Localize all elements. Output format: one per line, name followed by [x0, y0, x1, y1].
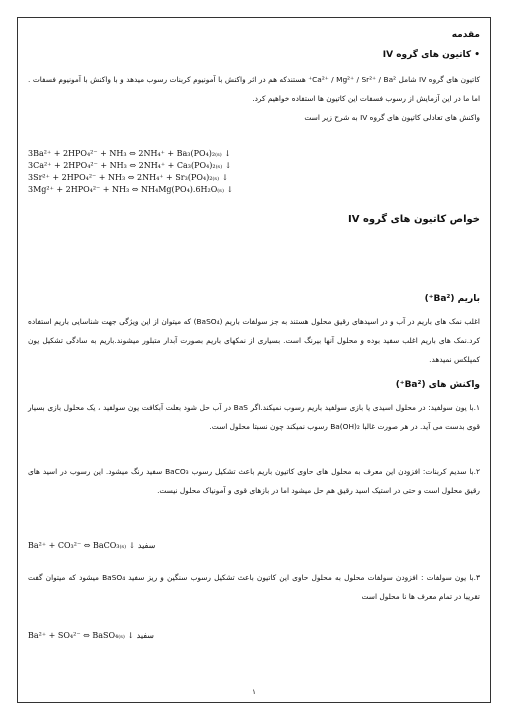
barium-section — [28, 294, 480, 304]
barium-paragraph: اغلب نمک های باریم در آب و در اسیدهای رقیق محلول هستند به جز سولفات باریم (BaSO₄) که میتوان از این ویژگی جهت شناسایی باریم استفاده کرد.نمک های باریم اغلب سفید بوده و محلول آنها بیرنگ است. بسیاری از نمکهای باریم بصورت آبدار متبلور میشوند.باریم به سادگی تشکیل یون کمپلکس نمیدهد. — [28, 317, 480, 364]
reactions-section — [28, 380, 480, 390]
reaction-carbonate: ۲.با سدیم کربنات: افزودن این معرف به محلول های حاوی کاتیون باریم باعث تشکیل رسوب BaCO₃ سفید رنگ میشود. این رسوب در اسید های رقیق محلول است و حتی در استیک اسید رقیق هم حل میشود اما در بازهای قوی و آمونیاک محلول نیست. — [28, 467, 480, 495]
reaction-carbonate-block — [28, 462, 480, 500]
intro-paragraph-block — [28, 70, 480, 127]
properties-heading: خواص کاتیون های گروه IV — [348, 214, 480, 225]
reaction-sulfate: ۳.با یون سولفات : افزودن سولفات محلول به محلول حاوی این کاتیون باعث تشکیل رسوب سنگین و ریز سفید BaSO₄ میشود که میتوان گفت تقریبا در تمام معرف ها نا محلول است — [28, 573, 480, 601]
equation-strontium: 3Sr²⁺ + 2HPO₄²⁻ + NH₃ ⇔ 2NH₄⁺ + Sr₃(PO₄)₂₍ₛ₎ ↓ — [28, 173, 229, 182]
reaction-sulfide-block — [28, 398, 480, 436]
intro-paragraph-1: کاتیون های گروه IV شامل Ca²⁺ / Mg²⁺ / Sr²⁺ / Ba²⁺ هستندکه هم در اثر واکنش با آمونیوم کربنات رسوب میدهد و با واکنش با آمونیوم فسفات . اما ما در این آزمایش از رسوب فسفات این کاتیون ها استفاده خواهیم کرد. — [28, 75, 480, 103]
page-content — [28, 26, 480, 682]
properties-section — [28, 214, 480, 225]
page-number: ۱ — [252, 688, 256, 696]
intro-paragraph-2: واکنش های تعادلی کاتیون های گروه IV به شرح زیر است — [304, 113, 480, 122]
equation-magnesium: 3Mg²⁺ + 2HPO₄²⁻ + NH₃ ⇔ NH₄Mg(PO₄).6H₂O₍ₛ₎ ↓ — [28, 185, 234, 194]
group4-section — [28, 50, 480, 60]
reaction-sulfate-block — [28, 568, 480, 606]
equation-barium-carbonate: Ba²⁺ + CO₃²⁻ ⇔ BaCO₃₍ₛ₎ ↓ سفید — [28, 541, 156, 550]
equation-barium-sulfate: Ba²⁺ + SO₄²⁻ ⇔ BaSO₄₍ₛ₎ ↓ سفید — [28, 631, 155, 640]
carbonate-equation-block — [28, 540, 480, 552]
equation-calcium: 3Ca²⁺ + 2HPO₄²⁻ + NH₃ ⇔ 2NH₄⁺ + Ca₃(PO₄)₂₍ₛ₎ ↓ — [28, 161, 232, 170]
equation-barium: 3Ba²⁺ + 2HPO₄²⁻ + NH₃ ⇔ 2NH₄⁺ + Ba₃(PO₄)₂₍ₛ₎ ↓ — [28, 149, 231, 158]
group4-heading: • کاتیون های گروه IV — [28, 50, 480, 60]
intro-section — [28, 30, 480, 40]
sulfate-equation-block — [28, 630, 480, 642]
document-page — [17, 17, 491, 703]
reactions-heading: واکنش های (Ba²⁺) — [395, 380, 480, 390]
barium-paragraph-block — [28, 312, 480, 369]
equilibrium-equations — [28, 148, 480, 196]
reaction-sulfide: ۱.با یون سولفید: در محلول اسیدی یا بازی سولفید باریم رسوب نمیکند.اگر BaS در آب حل شود بعلت آبکافت یون سولفید ، یک محلول بازی بسیار قوی بدست می آید. در هر صورت غالبا Ba(OH)₂ رسوب نمیکند چون نسبتا محلول است. — [28, 403, 481, 431]
intro-heading: مقدمه — [451, 30, 480, 40]
barium-heading: باریم (Ba²⁺) — [424, 294, 480, 304]
